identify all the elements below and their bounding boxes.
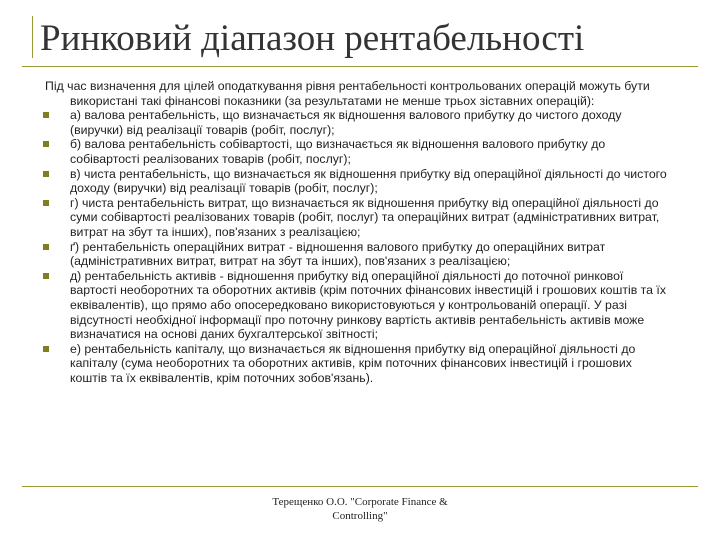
list-item [45,167,670,196]
footer-line-2: Controlling" [332,510,388,522]
indicator-list [45,108,670,385]
square-bullet-icon [43,273,49,279]
list-item-text: ґ) рентабельність операційних витрат - відношення валового прибутку до операційних витрат (адміністративних витрат, витрат на збут та інших), пов'язаних з реалізацією; [70,239,606,269]
list-item [45,342,670,386]
list-item [45,240,670,269]
square-bullet-icon [43,112,49,118]
square-bullet-icon [43,244,49,250]
list-item-text: д) рентабельність активів - відношення прибутку від операційної діяльності до поточної ринкової вартості необоротних та оборотних активів (крім поточних фінансових інвестицій і грошових коштів та їх еквівалентів), що прямо або опосередковано використовуються у контрольованій операції. У разі відсутності необхідної інформації про поточну ринкову вартість активів рентабельність активів може визначатися на основі даних бухгалтерської звітності; [70,268,666,342]
list-item-text: г) чиста рентабельність витрат, що визначається як відношення прибутку від операційної діяльності до суми собівартості реалізованих товарів (робіт, послуг) та операційних витрат (адміністративних витрат, витрат на збут та інших), пов'язаних з реалізацією; [70,195,660,239]
list-item [45,137,670,166]
square-bullet-icon [43,346,49,352]
list-item [45,108,670,137]
list-item [45,269,670,342]
intro-paragraph: Під час визначення для цілей оподаткування рівня рентабельності контрольованих операцій можуть бути використані такі фінансові показники (за результатами не менше трьох зіставних операцій): [45,79,650,108]
footer-credit [240,495,480,523]
list-item-text: а) валова рентабельність, що визначається як відношення валового прибутку до чистого доходу (виручки) від реалізації товарів (робіт, послуг); [70,108,622,137]
title-divider [22,66,698,67]
footer-line-1: Терещенко О.О. "Corporate Finance & [272,496,448,508]
list-item-text: е) рентабельність капіталу, що визначається як відношення прибутку від операційної діяльності до капіталу (сума необоротних та оборотних активів, крім поточних фінансових інвестицій і грошових коштів та їх еквівалентів, крім поточних зобов'язань). [70,341,636,385]
content-body [45,79,670,385]
list-item-text: б) валова рентабельність собівартості, що визначається як відношення валового прибутку до собівартості реалізованих товарів (робіт, послуг); [70,137,606,166]
square-bullet-icon [43,200,49,206]
list-item-text: в) чиста рентабельність, що визначається як відношення прибутку від операційної діяльності до чистого доходу (виручки) від реалізації товарів (робіт, послуг); [70,166,667,196]
square-bullet-icon [43,141,49,147]
title-accent-line [32,16,33,58]
square-bullet-icon [43,171,49,177]
list-item [45,196,670,240]
page-title: Ринковий діапазон рентабельності [40,18,585,59]
footer-divider [22,486,698,487]
